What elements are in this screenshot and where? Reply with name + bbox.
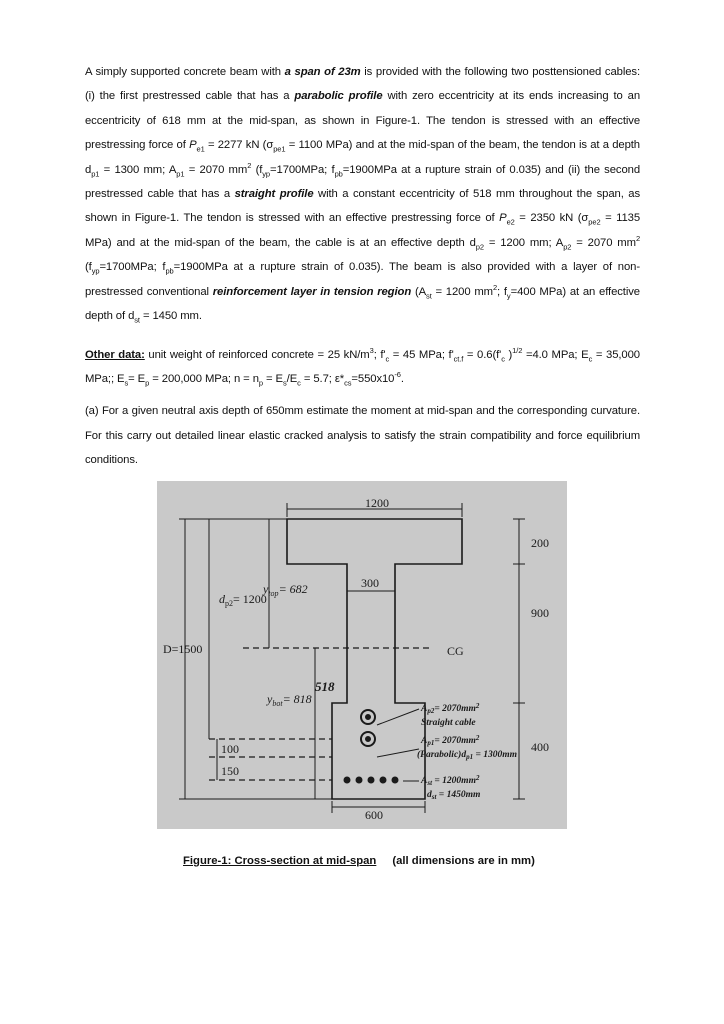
- cg-label: CG: [447, 644, 464, 658]
- dim-bottom-width: 600: [365, 808, 383, 822]
- dim-top-width: 1200: [365, 496, 389, 510]
- ap2-type: Straight cable: [421, 718, 476, 728]
- dst-label: $d_{st} = 1450mm$: [427, 790, 481, 801]
- caption-title: Figure-1: Cross-section at mid-span: [183, 855, 377, 867]
- dim-150: 150: [221, 764, 239, 778]
- dim-D: D=1500: [163, 642, 203, 656]
- ast-label: $A_{st} = 1200mm^2$: [421, 774, 480, 787]
- figure-background: [157, 481, 567, 829]
- rebar-dot: [344, 777, 350, 783]
- dim-mid: 900: [531, 606, 549, 620]
- question-a: (a) For a given neutral axis depth of 650mm estimate the moment at mid-span and the corresponding curvature. For this carry out detailed linear elastic cracked analysis to satisfy the strain compatibility and force equilibrium conditions.: [85, 405, 640, 466]
- dim-flange: 200: [531, 536, 549, 550]
- ap2-label: $A_{p2}= 2070mm^2$: [421, 702, 480, 715]
- eccentricity-label: 518: [315, 679, 335, 694]
- dim-100: 100: [221, 742, 239, 756]
- cross-section-figure: [157, 481, 567, 829]
- ybot-label: $y_{bot}= 818$: [267, 692, 312, 708]
- ap1-label: $A_{p1}= 2070mm^2$: [421, 734, 480, 747]
- dim-web-width: 300: [361, 576, 379, 590]
- other-data-label: Other data:: [85, 349, 145, 361]
- dim-bottom: 400: [531, 740, 549, 754]
- ap1-type: $(Parabolic)d_{p1} = 1300mm$: [417, 750, 518, 761]
- caption-note: (all dimensions are in mm): [392, 855, 535, 867]
- other-data: Other data: unit weight of reinforced concrete = 25 $kN/m^3$; $f'_c = 45$ MPa; $f'_{ct.f} = 0.6(f'_c$ )$^{1/2}$ =4.0 MPa; $E_c = 35,000$ MPa;; $E_s= E_p = 200,000$ MPa; $n = n_p = E_s/E_c = 5.7$; $\varepsilon*_{cs}=550x10^{-6}$.: [85, 346, 640, 388]
- problem-statement: A simply supported concrete beam with a span of 23m is provided with the following two posttensioned cables: (i) the first prestressed cable that has a parabolic profile with zero eccentricity at its ends increasing to an eccentricity of 618 mm at the mid-span, as shown in Figure-1. The tendon is stressed with an effective prestressing force of $P_{e1} = 2277$ kN ($\sigma_{pe1} = 1100$ MPa) and at the mid-span of the beam, the tendon is at a depth $d_{p1} = 1300$ mm; $A_{p1} = 2070$ $mm^2$ ($f_{yp}=1700MPa$; $f_{pb}=1900MPa$ at a rupture strain of 0.035) and (ii) the second prestressed cable that has a straight profile with a constant eccentricity of 518 mm throughout the span, as shown in Figure-1. The tendon is stressed with an effective prestressing force of $P_{e2} = 2350$ kN ($\sigma_{pe2} = 1135$ MPa) and at the mid-span of the beam, the cable is at an effective depth $d_{p2} = 1200$ mm; $A_{p2} = 2070$ $mm^2$ ($f_{yp}=1700MPa$; $f_{pb}=1900MPa$ at a rupture strain of 0.035). The beam is also provided with a layer of non-prestressed conventional reinforcement layer in tension region ($A_{st} = 1200$ $mm^2$; $f_y=400$ MPa) at an effective depth of $d_{st} = 1450$ mm.: [85, 66, 641, 325]
- dp2-label: $d_{p2}= 1200$: [219, 592, 267, 608]
- ytop-label: $y_{top}= 682$: [263, 582, 308, 598]
- figure-caption: [183, 855, 535, 867]
